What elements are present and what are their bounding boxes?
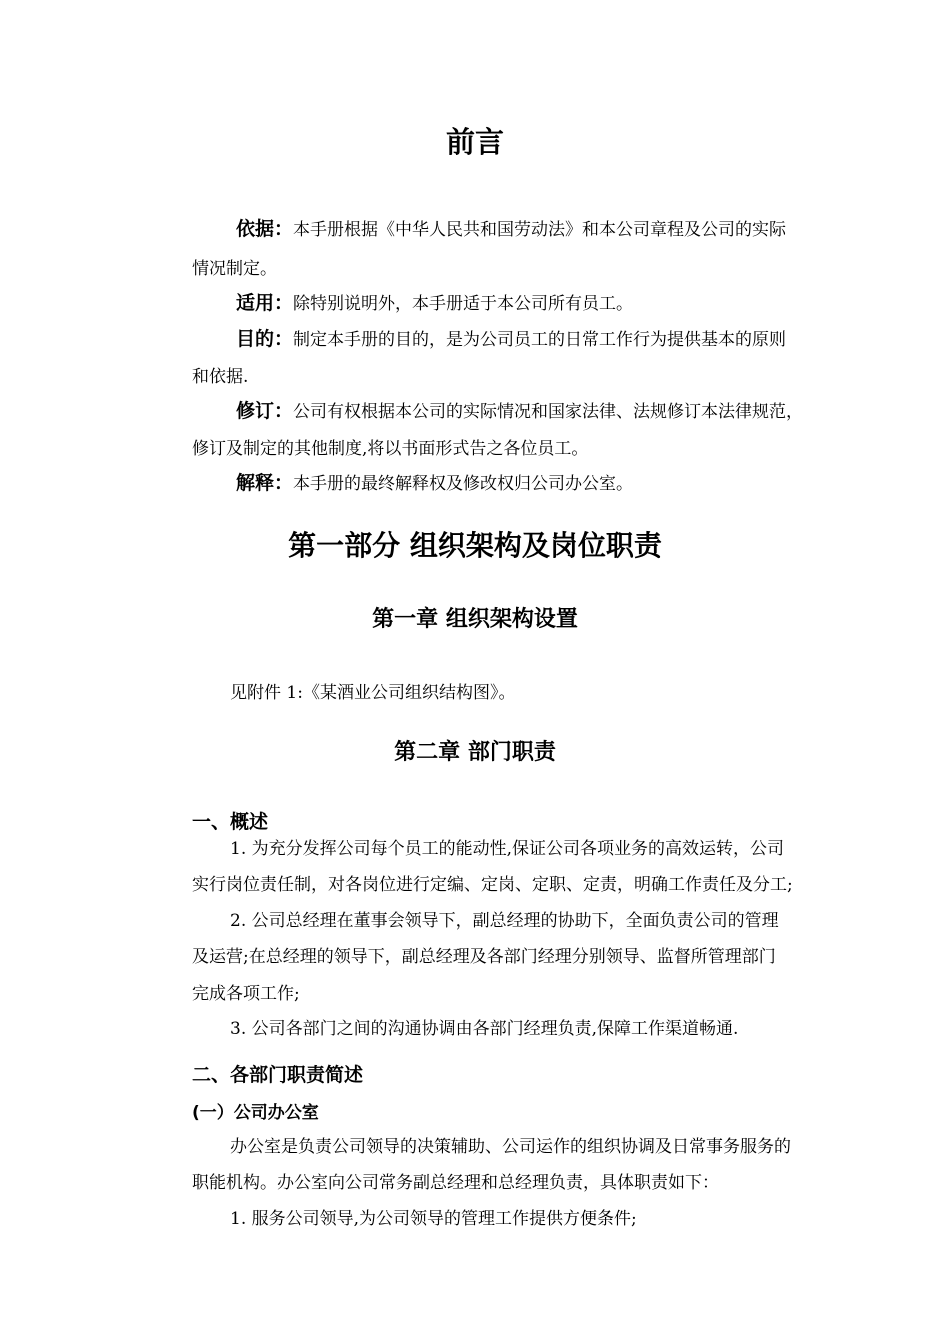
basis-text-line2: 情况制定。 bbox=[192, 259, 277, 279]
chapter1-text: 见附件 1:《某酒业公司组织结构图》。 bbox=[230, 683, 516, 703]
explain-label: 解释： bbox=[236, 472, 294, 494]
chapter1-title: 第一章 组织架构设置 bbox=[372, 607, 578, 632]
part1-title: 第一部分 组织架构及岗位职责 bbox=[288, 529, 662, 562]
explain-paragraph bbox=[236, 468, 633, 495]
overview-item2-line2: 及运营;在总经理的领导下，副总经理及各部门经理分别领导、监督所管理部门 bbox=[192, 947, 776, 967]
explain-text: 本手册的最终解释权及修改权归公司办公室。 bbox=[293, 474, 634, 494]
overview-item2-line3: 完成各项工作; bbox=[192, 984, 300, 1004]
revision-text-line1: 公司有权根据本公司的实际情况和国家法律、法规修订本法律规范， bbox=[293, 402, 804, 422]
office-item1: 1. 服务公司领导,为公司领导的管理工作提供方便条件; bbox=[230, 1209, 637, 1229]
office-heading: (一）公司办公室 bbox=[192, 1103, 319, 1123]
purpose-text-line1: 制定本手册的目的，是为公司员工的日常工作行为提供基本的原则 bbox=[293, 330, 787, 350]
revision-label: 修订： bbox=[236, 400, 294, 422]
chapter2-title: 第二章 部门职责 bbox=[394, 740, 556, 765]
overview-item1-line2: 实行岗位责任制，对各岗位进行定编、定岗、定职、定责，明确工作责任及分工; bbox=[192, 875, 793, 895]
scope-text: 除特别说明外，本手册适于本公司所有员工。 bbox=[293, 294, 634, 314]
office-text-line2: 职能机构。办公室向公司常务副总经理和总经理负责，具体职责如下： bbox=[192, 1173, 719, 1193]
revision-text-line2: 修订及制定的其他制度,将以书面形式告之各位员工。 bbox=[192, 439, 589, 459]
overview-item1-line1: 1. 为充分发挥公司每个员工的能动性,保证公司各项业务的高效运转，公司 bbox=[230, 839, 785, 859]
scope-paragraph bbox=[236, 288, 633, 315]
dept-heading: 二、各部门职责简述 bbox=[192, 1064, 364, 1086]
preface-title: 前言 bbox=[445, 125, 504, 159]
scope-label: 适用： bbox=[236, 292, 294, 314]
purpose-label: 目的： bbox=[236, 328, 294, 350]
overview-item2-line1: 2. 公司总经理在董事会领导下，副总经理的协助下，全面负责公司的管理 bbox=[230, 911, 779, 931]
purpose-paragraph bbox=[236, 324, 786, 351]
purpose-text-line2: 和依据. bbox=[192, 367, 249, 387]
basis-text-line1: 本手册根据《中华人民共和国劳动法》和本公司章程及公司的实际 bbox=[293, 220, 787, 240]
office-text-line1: 办公室是负责公司领导的决策辅助、公司运作的组织协调及日常事务服务的 bbox=[230, 1137, 791, 1157]
basis-label: 依据： bbox=[236, 218, 294, 240]
overview-item3-line1: 3. 公司各部门之间的沟通协调由各部门经理负责,保障工作渠道畅通. bbox=[230, 1019, 739, 1039]
overview-heading: 一、概述 bbox=[192, 811, 269, 833]
basis-paragraph bbox=[236, 214, 786, 241]
revision-paragraph bbox=[236, 396, 803, 423]
